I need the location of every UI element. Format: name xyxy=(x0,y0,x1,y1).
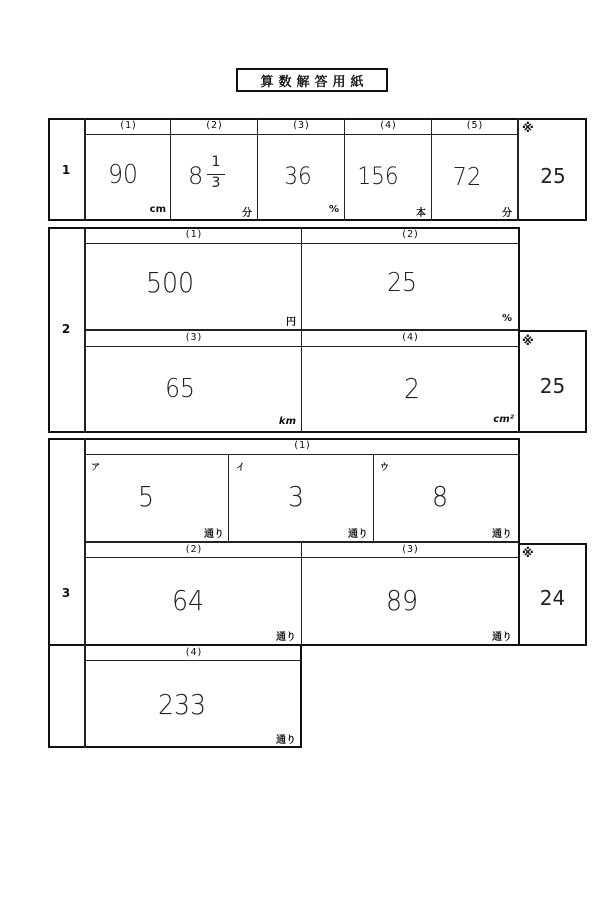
q2-1-answer: 500 xyxy=(145,266,195,299)
q1-4-answer: 156 xyxy=(357,162,399,190)
q1-4-unit: 本 xyxy=(416,208,426,219)
q3-1-u-unit: 通り xyxy=(492,529,512,540)
q3-2-label: (2) xyxy=(184,544,203,555)
q2-1-unit: 円 xyxy=(286,317,296,328)
section-3-score: 24 xyxy=(539,586,566,610)
q1-2-unit: 分 xyxy=(242,208,252,219)
q3-1-a-unit: 通り xyxy=(204,529,224,540)
q3-1-i-kana: イ xyxy=(236,463,246,473)
q3-1-label: (1) xyxy=(292,440,312,451)
section-2-score-mark: ※ xyxy=(522,334,534,348)
q2-4-answer: 2 xyxy=(403,372,421,405)
page-title: 算数解答用紙 xyxy=(236,68,388,92)
q3-2-answer: 64 xyxy=(171,584,205,617)
q1-3-answer: 36 xyxy=(284,162,312,190)
section-3-score-mark: ※ xyxy=(522,546,534,560)
q2-4-label: (4) xyxy=(400,332,420,343)
q3-3-answer: 89 xyxy=(385,584,419,617)
q2-2-answer: 25 xyxy=(387,268,417,298)
section-2-score: 25 xyxy=(539,374,566,398)
q3-1-i-unit: 通り xyxy=(348,529,368,540)
q3-1-a-answer: 5 xyxy=(137,480,155,513)
q1-2-denominator: 3 xyxy=(211,175,221,191)
q1-1-unit: cm xyxy=(149,204,166,215)
section-1-number: 1 xyxy=(61,163,71,177)
q1-2-numerator: 1 xyxy=(211,154,221,170)
q1-5-label: (5) xyxy=(465,120,484,131)
q1-2-whole: 8 xyxy=(188,162,204,190)
section-3-number: 3 xyxy=(61,586,71,600)
section-2-number: 2 xyxy=(61,322,71,336)
q3-4-unit: 通り xyxy=(276,735,296,746)
section-1-score: 25 xyxy=(540,164,566,188)
q2-3-answer: 65 xyxy=(165,374,195,404)
q2-3-unit: km xyxy=(278,416,296,427)
q1-5-unit: 分 xyxy=(502,208,512,219)
q1-1-label: (1) xyxy=(118,120,138,131)
q3-4-label: (4) xyxy=(184,647,203,658)
q3-1-u-answer: 8 xyxy=(431,480,449,513)
q2-2-label: (2) xyxy=(400,229,420,240)
q3-1-i-answer: 3 xyxy=(287,480,305,513)
q2-2-unit: % xyxy=(501,313,512,324)
q1-5-answer: 72 xyxy=(452,162,482,191)
q1-2-label: (2) xyxy=(204,120,224,131)
q2-3-label: (3) xyxy=(184,332,203,343)
q1-2-answer xyxy=(186,154,236,198)
q1-3-unit: % xyxy=(328,204,339,215)
q2-1-label: (1) xyxy=(184,229,203,240)
section-1-score-mark: ※ xyxy=(522,121,534,135)
q3-3-label: (3) xyxy=(400,544,420,555)
q3-4-answer: 233 xyxy=(157,688,207,721)
q3-2-unit: 通り xyxy=(276,632,296,643)
q1-4-label: (4) xyxy=(378,120,398,131)
q1-1-answer: 90 xyxy=(108,160,138,190)
q3-1-u-kana: ウ xyxy=(380,463,390,473)
q2-4-unit: cm² xyxy=(493,414,514,425)
q1-3-label: (3) xyxy=(291,120,311,131)
q3-3-unit: 通り xyxy=(492,632,512,643)
q3-1-a-kana: ア xyxy=(91,463,101,473)
